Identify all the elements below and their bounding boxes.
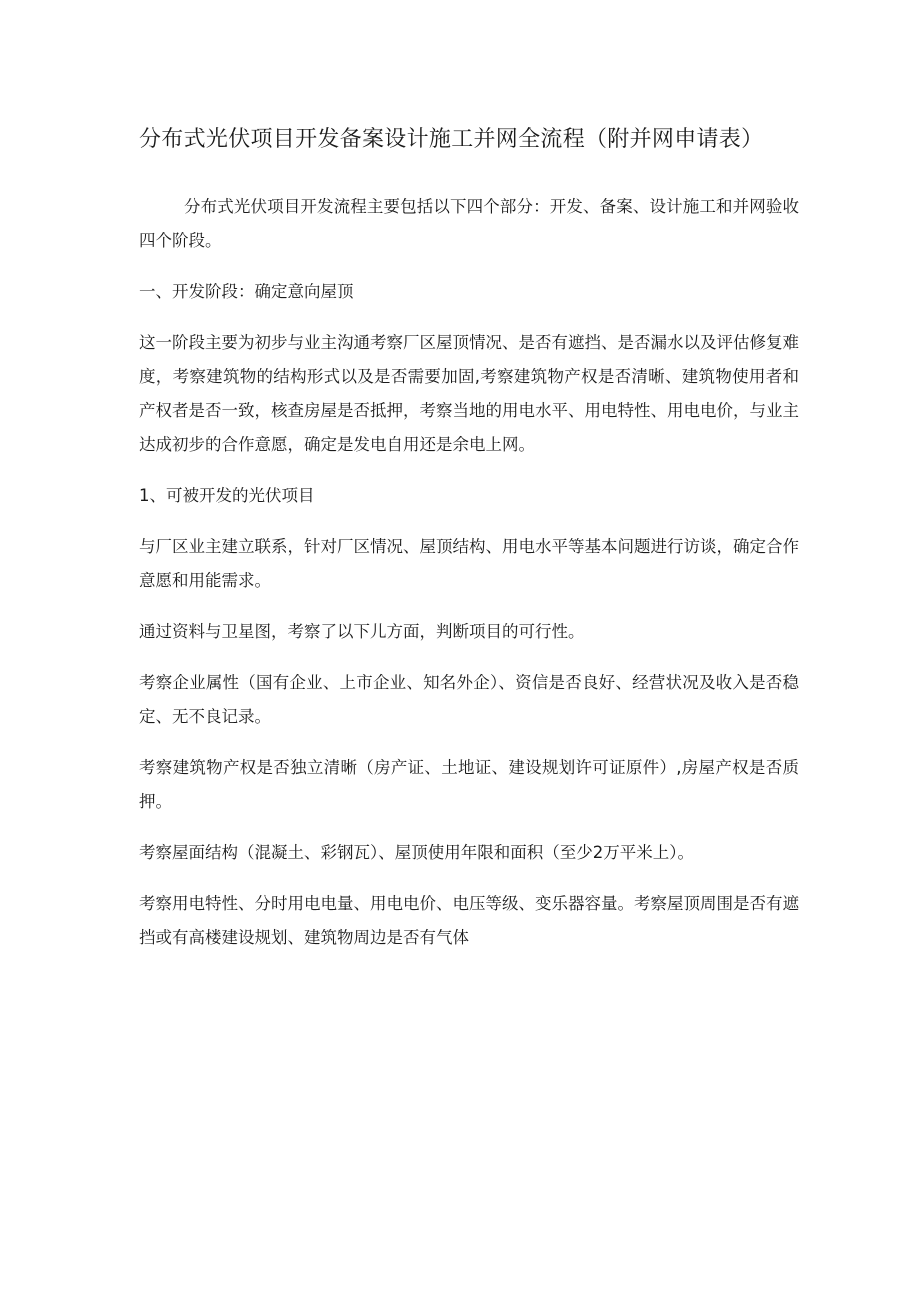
document-body xyxy=(139,190,799,972)
document-title: 分布式光伏项目开发备案设计施工并网全流程（附并网申请表） xyxy=(139,127,764,152)
intro-paragraph: 分布式光伏项目开发流程主要包括以下四个部分：开发、备案、设计施工和并网验收四个阶段。 xyxy=(139,197,799,250)
body-paragraph: 通过资料与卫星图，考察了以下儿方面，判断项目的可行性。 xyxy=(139,622,585,641)
body-paragraph: 考察屋面结构（混凝土、彩钢瓦）、屋顶使用年限和面积（至少2万平米上）。 xyxy=(139,843,694,862)
section-heading: 一、开发阶段：确定意向屋顶 xyxy=(139,282,354,301)
body-paragraph: 考察用电特性、分时用电电量、用电电价、电压等级、变乐器容量。考察屋顶周围是否有遮挡或有高楼建设规划、建筑物周边是否有气体 xyxy=(139,894,799,947)
body-paragraph: 与厂区业主建立联系，针对厂区情况、屋顶结构、用电水平等基本问题进行访谈，确定合作意愿和用能需求。 xyxy=(139,537,799,590)
subsection-heading: 1、可被开发的光伏项目 xyxy=(139,486,315,505)
section-paragraph: 这一阶段主要为初步与业主沟通考察厂区屋顶情况、是否有遮挡、是否漏水以及评估修复难度，考察建筑物的结构形式以及是否需要加固,考察建筑物产权是否清晰、建筑物使用者和产权者是否一致，核查房屋是否抵押，考察当地的用电水平、用电特性、用电电价，与业主达成初步的合作意愿，确定是发电自用还是余电上网。 xyxy=(139,333,799,454)
body-paragraph: 考察企业属性（国有企业、上市企业、知名外企）、资信是否良好、经营状况及收入是否稳定、无不良记录。 xyxy=(139,673,799,726)
body-paragraph: 考察建筑物产权是否独立清晰（房产证、土地证、建设规划许可证原件）,房屋产权是否质押。 xyxy=(139,758,799,811)
